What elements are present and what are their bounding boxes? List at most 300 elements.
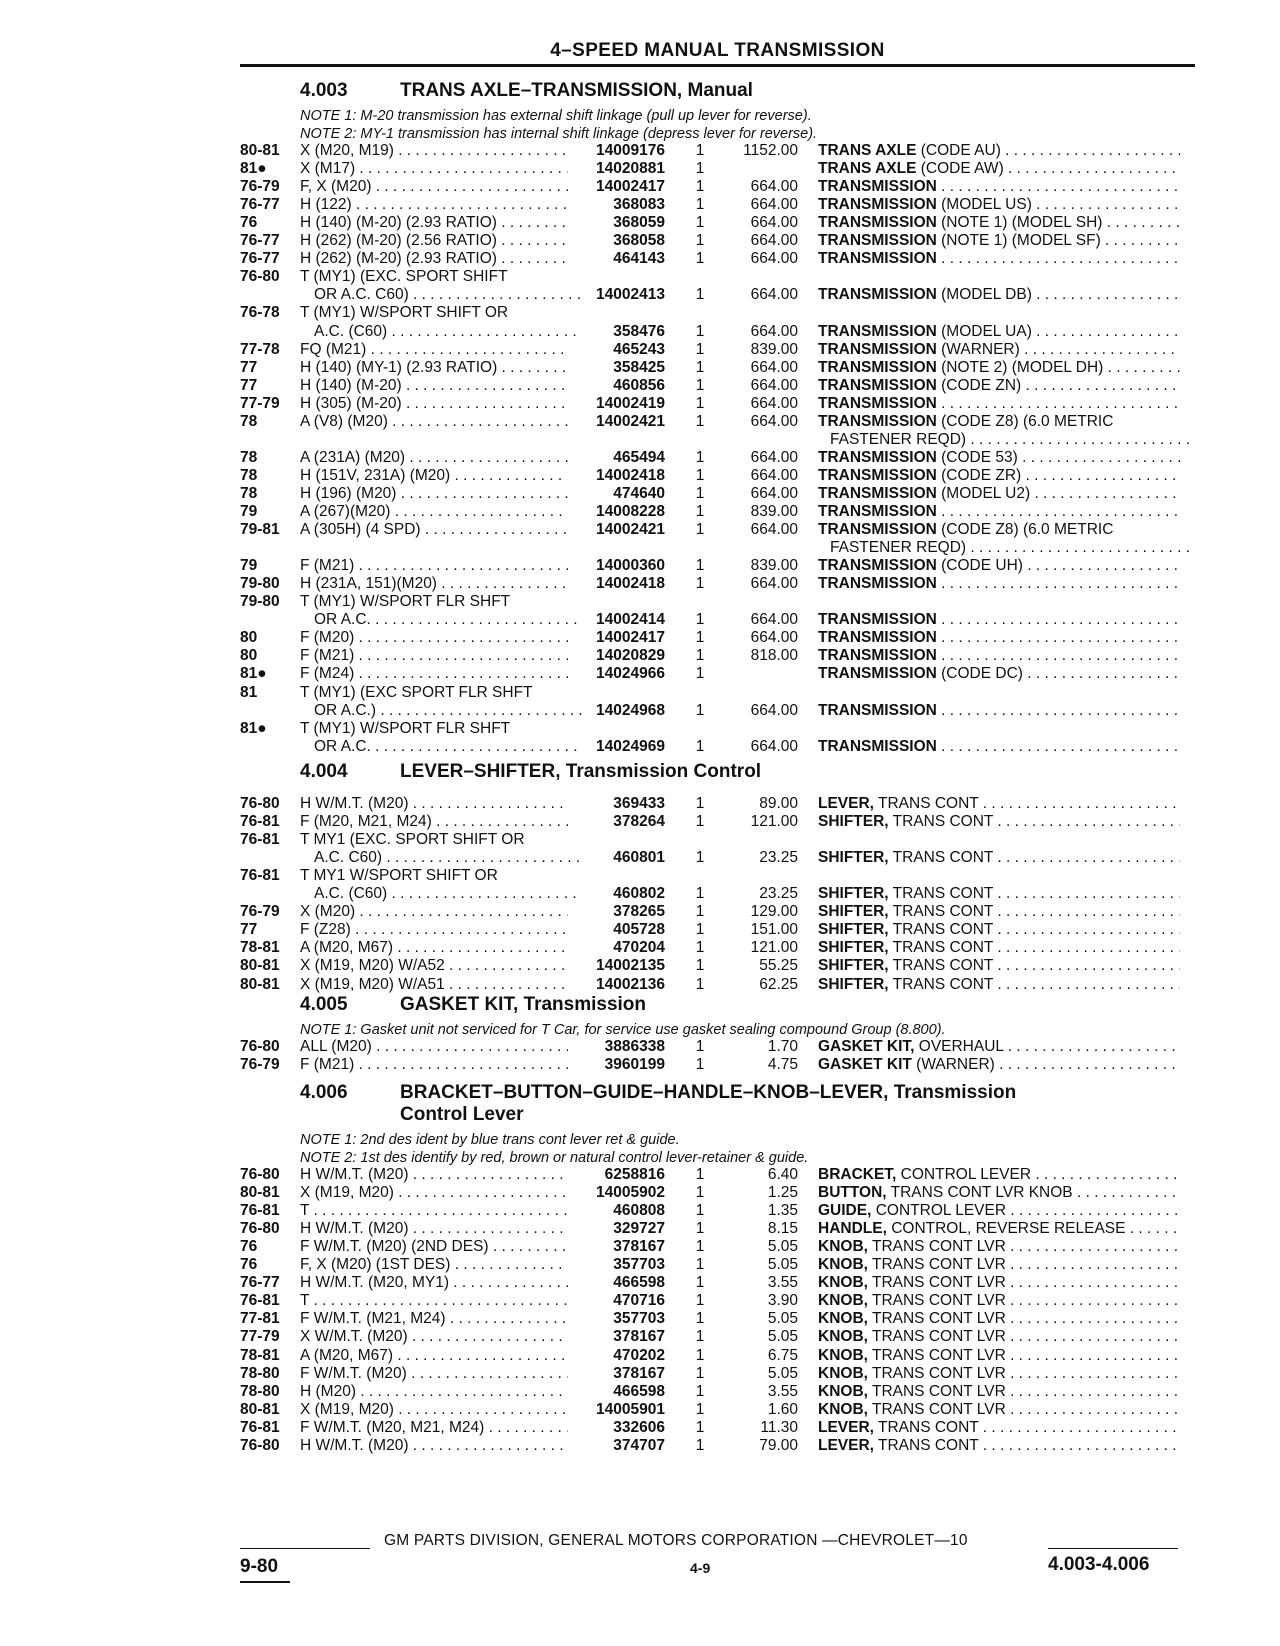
- part-description-detail: (NOTE 1) (MODEL SH): [936, 214, 1103, 232]
- model-year: 78-80: [240, 1364, 280, 1382]
- price: 664.00: [750, 629, 798, 647]
- part-description-detail: CONTROL, REVERSE RELEASE: [886, 1220, 1126, 1238]
- quantity: 1: [695, 503, 705, 520]
- quantity: 1: [695, 394, 705, 412]
- part-description: [818, 159, 1180, 178]
- part-description: [818, 920, 1180, 939]
- part-description-main: TRANSMISSION: [818, 286, 937, 304]
- part-description-main: TRANSMISSION: [818, 611, 937, 629]
- application: [300, 303, 568, 322]
- application-text: F, X (M20): [300, 178, 372, 196]
- part-description-detail: TRANS CONT LVR: [867, 1238, 1006, 1256]
- price: 89.00: [759, 795, 798, 812]
- part-description-main: TRANSMISSION: [818, 575, 937, 593]
- part-description-main: BUTTON,: [818, 1184, 887, 1202]
- part-description: [818, 574, 1180, 593]
- section-qualifier: Manual: [687, 80, 753, 101]
- part-description-detail: TRANS CONT LVR: [867, 1256, 1006, 1274]
- price: 1.25: [767, 1184, 798, 1202]
- model-year: 78: [240, 448, 258, 466]
- table-row: [0, 267, 1280, 286]
- part-number: 374707: [613, 1436, 665, 1454]
- part-description-detail: (CODE UH): [936, 557, 1023, 575]
- part-description: [818, 502, 1180, 521]
- table-row: [0, 1037, 1280, 1056]
- application-text: T: [300, 1202, 310, 1220]
- footer-rule-left: [240, 1548, 370, 1549]
- part-description: [818, 376, 1180, 395]
- table-row: [0, 358, 1280, 377]
- model-year: 76-81: [240, 813, 280, 831]
- part-number: 14020881: [596, 160, 665, 178]
- model-year: 79-80: [240, 575, 280, 593]
- model-year: 76-80: [240, 795, 280, 812]
- part-description-main: SHIFTER,: [818, 975, 889, 993]
- part-description-detail: TRANS CONT: [888, 975, 994, 993]
- section-qualifier: Transmission: [893, 1082, 1017, 1103]
- part-description-detail: (CODE Z8) (6.0 METRIC: [936, 412, 1114, 430]
- part-description: [818, 646, 1180, 665]
- price: 839.00: [750, 503, 798, 520]
- price: 664.00: [750, 322, 798, 340]
- quantity: 1: [695, 795, 705, 812]
- price: 818.00: [750, 647, 798, 665]
- application: [300, 556, 568, 575]
- quantity: 1: [695, 1418, 705, 1436]
- part-number: 14005901: [596, 1400, 665, 1418]
- application-text: X (M19, M20): [300, 1184, 394, 1202]
- price: 121.00: [750, 939, 798, 957]
- part-description-main: KNOB,: [818, 1274, 868, 1292]
- part-description-detail: TRANS CONT: [888, 903, 994, 921]
- table-row: [0, 794, 1280, 813]
- application: [300, 358, 568, 377]
- model-year: 76-80: [240, 1436, 280, 1454]
- model-year: 78: [240, 466, 258, 484]
- application-text: A (M20, M67): [300, 1346, 394, 1364]
- part-description-detail: TRANS CONT LVR: [867, 1310, 1006, 1328]
- application-text: F (M21): [300, 647, 355, 665]
- table-row: [0, 1183, 1280, 1202]
- part-description-detail: (CODE DC): [936, 665, 1023, 683]
- model-year: 80-81: [240, 975, 280, 993]
- application-text: H (122): [300, 196, 352, 214]
- application-text: T MY1 (EXC. SPORT SHIFT OR: [300, 831, 525, 849]
- part-description-main: KNOB,: [818, 1238, 868, 1256]
- application: [300, 848, 582, 867]
- application-text: F, X (M20) (1ST DES): [300, 1256, 451, 1274]
- model-year: 76-80: [240, 1038, 280, 1055]
- part-number: 14002421: [596, 521, 665, 539]
- application-text: OR A.C.): [314, 701, 377, 719]
- application: [300, 1037, 568, 1056]
- part-description-detail: (CODE AW): [916, 160, 1004, 178]
- table-row: [0, 683, 1280, 702]
- table-row: [0, 938, 1280, 957]
- application: [300, 737, 582, 756]
- quantity: 1: [695, 1184, 705, 1202]
- part-number: 6258816: [604, 1166, 665, 1183]
- table-row: [0, 884, 1280, 903]
- part-number: 14008228: [596, 503, 665, 520]
- part-description-main: SHIFTER,: [818, 921, 889, 939]
- table-row: [0, 956, 1280, 975]
- application: [300, 448, 568, 467]
- price: 839.00: [750, 557, 798, 575]
- application-text: T (MY1) W/SPORT SHIFT OR: [300, 304, 509, 322]
- quantity: 1: [695, 1038, 705, 1055]
- price: 664.00: [750, 611, 798, 629]
- part-description-main: TRANSMISSION: [818, 412, 937, 430]
- part-description-detail: (CODE ZN): [936, 376, 1022, 394]
- application: [300, 574, 568, 593]
- table-row: [0, 448, 1280, 467]
- price: 79.00: [759, 1436, 798, 1454]
- part-description-detail: CONTROL LEVER: [896, 1166, 1032, 1183]
- part-description-main: TRANSMISSION: [818, 521, 937, 539]
- part-description-main: GUIDE,: [818, 1202, 872, 1220]
- table-row: [0, 848, 1280, 867]
- application-text: H (M20): [300, 1382, 356, 1400]
- application-text: H W/M.T. (M20): [300, 1220, 409, 1238]
- table-row: [0, 466, 1280, 485]
- quantity: 1: [695, 1382, 705, 1400]
- model-year: 78: [240, 484, 258, 502]
- part-description: [818, 1364, 1180, 1383]
- table-row: [0, 975, 1280, 994]
- part-number: 465243: [613, 340, 665, 358]
- part-description-detail: (CODE 53): [936, 448, 1018, 466]
- part-description: [818, 213, 1180, 232]
- part-description: [818, 701, 1180, 720]
- application-text: X (M20): [300, 903, 356, 921]
- price: 11.30: [760, 1418, 798, 1436]
- price: 664.00: [750, 701, 798, 719]
- application-text: T (MY1) W/SPORT FLR SHFT: [300, 593, 511, 611]
- table-row: [0, 1273, 1280, 1292]
- part-description-detail: (NOTE 1) (MODEL SF): [936, 232, 1101, 250]
- part-description-detail: FASTENER REQD): [830, 539, 967, 557]
- part-description-detail: TRANS CONT: [873, 1436, 979, 1454]
- quantity: 1: [695, 484, 705, 502]
- table-row: [0, 484, 1280, 503]
- part-number: 14002418: [596, 575, 665, 593]
- application: [300, 520, 568, 539]
- application: [300, 1291, 568, 1310]
- part-number: 358476: [613, 322, 665, 340]
- part-number: 14002135: [596, 957, 665, 975]
- price: 664.00: [750, 376, 798, 394]
- part-description-main: KNOB,: [818, 1400, 868, 1418]
- part-description: [818, 737, 1180, 756]
- part-description: [818, 195, 1180, 214]
- application-text: X (M20, M19): [300, 142, 394, 159]
- part-number: 3960199: [604, 1056, 665, 1074]
- application-text: OR A.C.: [314, 737, 371, 755]
- model-year: 78-81: [240, 1346, 280, 1364]
- table-row: [0, 376, 1280, 395]
- table-row: [0, 1382, 1280, 1401]
- application: [300, 1309, 568, 1328]
- model-year: 76-81: [240, 1418, 280, 1436]
- table-row: [0, 141, 1280, 160]
- application: [300, 1346, 568, 1365]
- application-text: F (Z28): [300, 921, 351, 939]
- model-year: 79: [240, 503, 258, 520]
- part-description-main: KNOB,: [818, 1256, 868, 1274]
- price: 664.00: [750, 178, 798, 196]
- quantity: 1: [695, 214, 705, 232]
- model-year: 76-81: [240, 831, 280, 849]
- part-description: [818, 448, 1180, 467]
- part-description-main: TRANSMISSION: [818, 737, 937, 755]
- price: 1.70: [767, 1038, 798, 1055]
- section-number: 4.006: [300, 1082, 348, 1103]
- application-text: A.C. (C60): [314, 885, 388, 903]
- part-description: [818, 1291, 1180, 1310]
- application: [300, 1237, 568, 1256]
- price: 151.00: [750, 921, 798, 939]
- part-number: 378265: [613, 903, 665, 921]
- part-description: [818, 556, 1180, 575]
- model-year: 79-81: [240, 521, 280, 539]
- application: [300, 141, 568, 160]
- section-name: GASKET KIT,: [400, 994, 519, 1015]
- table-row: [0, 520, 1280, 539]
- model-year: 80-81: [240, 1400, 280, 1418]
- section-title: [300, 80, 753, 102]
- quantity: 1: [695, 813, 705, 831]
- part-number: 460802: [613, 885, 665, 903]
- part-description: [818, 1436, 1180, 1455]
- price: 664.00: [750, 737, 798, 755]
- section-name-line2: Control Lever: [400, 1104, 524, 1125]
- part-description: [818, 1255, 1180, 1274]
- part-description-main: TRANSMISSION: [818, 647, 937, 665]
- table-row: [0, 737, 1280, 756]
- table-row: [0, 1237, 1280, 1256]
- application: [300, 1219, 568, 1238]
- quantity: 1: [695, 903, 705, 921]
- application: [300, 628, 568, 647]
- quantity: 1: [695, 1202, 705, 1220]
- model-year: 77-79: [240, 394, 280, 412]
- table-row: [0, 628, 1280, 647]
- model-year: 76: [240, 1256, 258, 1274]
- part-description: [818, 231, 1180, 250]
- part-description: [818, 394, 1180, 413]
- section-note: NOTE 2: MY-1 transmission has internal shift linkage (depress lever for reverse).: [300, 126, 818, 142]
- quantity: 1: [695, 737, 705, 755]
- model-year: 77-81: [240, 1310, 280, 1328]
- part-description-main: BRACKET,: [818, 1166, 897, 1183]
- application: [300, 701, 582, 720]
- part-number: 357703: [613, 1256, 665, 1274]
- table-row: [0, 177, 1280, 196]
- application-text: FQ (M21): [300, 340, 367, 358]
- part-number: 378167: [613, 1364, 665, 1382]
- section-name: BRACKET–BUTTON–GUIDE–HANDLE–KNOB–LEVER,: [400, 1082, 889, 1103]
- part-number: 14024969: [596, 737, 665, 755]
- model-year: 76-80: [240, 268, 280, 286]
- application: [300, 794, 568, 813]
- part-description-main: TRANSMISSION: [818, 322, 937, 340]
- quantity: 1: [695, 665, 705, 683]
- part-description-detail: TRANS CONT: [888, 885, 994, 903]
- model-year: 81: [240, 683, 258, 701]
- model-year: 77: [240, 376, 258, 394]
- part-description-main: KNOB,: [818, 1328, 868, 1346]
- part-description-main: TRANSMISSION: [818, 232, 937, 250]
- footer-section-range: 4.003-4.006: [1048, 1554, 1150, 1575]
- part-description-main: KNOB,: [818, 1364, 868, 1382]
- part-description: [818, 177, 1180, 196]
- application-text: T (MY1) (EXC SPORT FLR SHFT: [300, 683, 533, 701]
- application-text: F (M21): [300, 1056, 355, 1074]
- part-description: [818, 1219, 1180, 1238]
- part-description: [818, 794, 1180, 813]
- application: [300, 502, 568, 521]
- price: 664.00: [750, 412, 798, 430]
- part-description-detail: (WARNER): [936, 340, 1020, 358]
- part-description-main: TRANSMISSION: [818, 376, 937, 394]
- model-year: 79: [240, 557, 258, 575]
- price: 129.00: [750, 903, 798, 921]
- quantity: 1: [695, 1364, 705, 1382]
- part-description: [818, 249, 1180, 268]
- part-description: [818, 1418, 1180, 1437]
- model-year: 76-81: [240, 1202, 280, 1220]
- quantity: 1: [695, 466, 705, 484]
- application-text: H W/M.T. (M20): [300, 795, 409, 812]
- application-text: H (231A, 151)(M20): [300, 575, 437, 593]
- part-description-main: SHIFTER,: [818, 849, 889, 867]
- quantity: 1: [695, 358, 705, 376]
- part-description-main: TRANSMISSION: [818, 394, 937, 412]
- application: [300, 884, 582, 903]
- quantity: 1: [695, 647, 705, 665]
- part-description-main: KNOB,: [818, 1292, 868, 1310]
- part-description: [818, 1273, 1180, 1292]
- model-year: 80-81: [240, 1184, 280, 1202]
- part-description-detail: (MODEL U2): [936, 484, 1031, 502]
- part-description: [818, 884, 1180, 903]
- part-description: [818, 848, 1180, 867]
- part-description: [818, 664, 1180, 683]
- part-number: 14002413: [596, 286, 665, 304]
- table-row: [0, 719, 1280, 738]
- quantity: 1: [695, 921, 705, 939]
- price: 664.00: [750, 484, 798, 502]
- price: 1.35: [767, 1202, 798, 1220]
- part-description-main: SHIFTER,: [818, 885, 889, 903]
- section-name: LEVER–SHIFTER,: [400, 761, 561, 782]
- application-text: A (267)(M20): [300, 503, 391, 520]
- section-note: NOTE 1: Gasket unit not serviced for T Car, for service use gasket sealing compound Group (8.800).: [300, 1022, 946, 1038]
- quantity: 1: [695, 1346, 705, 1364]
- part-description-main: TRANSMISSION: [818, 701, 937, 719]
- table-row: [0, 195, 1280, 214]
- table-row: [0, 430, 1280, 449]
- application: [300, 646, 568, 665]
- application: [300, 866, 568, 885]
- part-number: 378167: [613, 1328, 665, 1346]
- part-description-detail: TRANS CONT: [888, 921, 994, 939]
- model-year: 78-80: [240, 1382, 280, 1400]
- application-text: X (M17): [300, 160, 356, 178]
- part-number: 460801: [613, 849, 665, 867]
- application-text: X (M19, M20): [300, 1400, 394, 1418]
- part-description-detail: TRANS CONT LVR KNOB: [886, 1184, 1073, 1202]
- table-row: [0, 231, 1280, 250]
- application-text: F W/M.T. (M20) (2ND DES): [300, 1238, 489, 1256]
- part-description: [818, 1183, 1180, 1202]
- model-year: 81●: [240, 719, 267, 737]
- price: 6.75: [767, 1346, 798, 1364]
- quantity: 1: [695, 975, 705, 993]
- price: 664.00: [750, 575, 798, 593]
- model-year: 78: [240, 412, 258, 430]
- part-description-detail: (MODEL UA): [936, 322, 1032, 340]
- price: 664.00: [750, 521, 798, 539]
- part-description: [818, 358, 1180, 377]
- application-text: F (M24): [300, 665, 355, 683]
- application-text: H W/M.T. (M20, MY1): [300, 1274, 449, 1292]
- application-text: OR A.C. C60): [314, 286, 409, 304]
- application-text: ALL (M20): [300, 1038, 372, 1055]
- model-year: 77: [240, 921, 258, 939]
- price: 62.25: [759, 975, 798, 993]
- part-description-main: SHIFTER,: [818, 813, 889, 831]
- model-year: 80: [240, 629, 258, 647]
- model-year: 77: [240, 358, 258, 376]
- table-row: [0, 664, 1280, 683]
- table-row: [0, 1055, 1280, 1074]
- section-note: NOTE 1: 2nd des ident by blue trans cont lever ret & guide.: [300, 1132, 680, 1148]
- part-description-detail: TRANS CONT: [873, 1418, 979, 1436]
- part-description-main: TRANSMISSION: [818, 466, 937, 484]
- part-description: [818, 628, 1180, 647]
- part-description: [818, 1165, 1180, 1184]
- part-description-main: TRANS AXLE: [818, 142, 917, 159]
- part-description-main: TRANSMISSION: [818, 448, 937, 466]
- part-number: 14024968: [596, 701, 665, 719]
- application-text: A (M20, M67): [300, 939, 394, 957]
- application: [300, 231, 568, 250]
- application: [300, 213, 568, 232]
- part-number: 470202: [613, 1346, 665, 1364]
- application: [300, 177, 568, 196]
- part-description-main: TRANSMISSION: [818, 214, 937, 232]
- part-number: 464143: [613, 250, 665, 268]
- application: [300, 1382, 568, 1401]
- price: 664.00: [750, 448, 798, 466]
- part-description: [818, 1201, 1180, 1220]
- part-description-main: TRANSMISSION: [818, 557, 937, 575]
- application: [300, 956, 568, 975]
- quantity: 1: [695, 557, 705, 575]
- application: [300, 830, 568, 849]
- part-description-main: TRANSMISSION: [818, 358, 937, 376]
- part-number: 14009176: [596, 142, 665, 159]
- section-title: [300, 1082, 1016, 1126]
- quantity: 1: [695, 957, 705, 975]
- price: 664.00: [750, 250, 798, 268]
- application: [300, 249, 568, 268]
- table-row: [0, 1219, 1280, 1238]
- table-row: [0, 303, 1280, 322]
- application-text: H (140) (M-20): [300, 376, 402, 394]
